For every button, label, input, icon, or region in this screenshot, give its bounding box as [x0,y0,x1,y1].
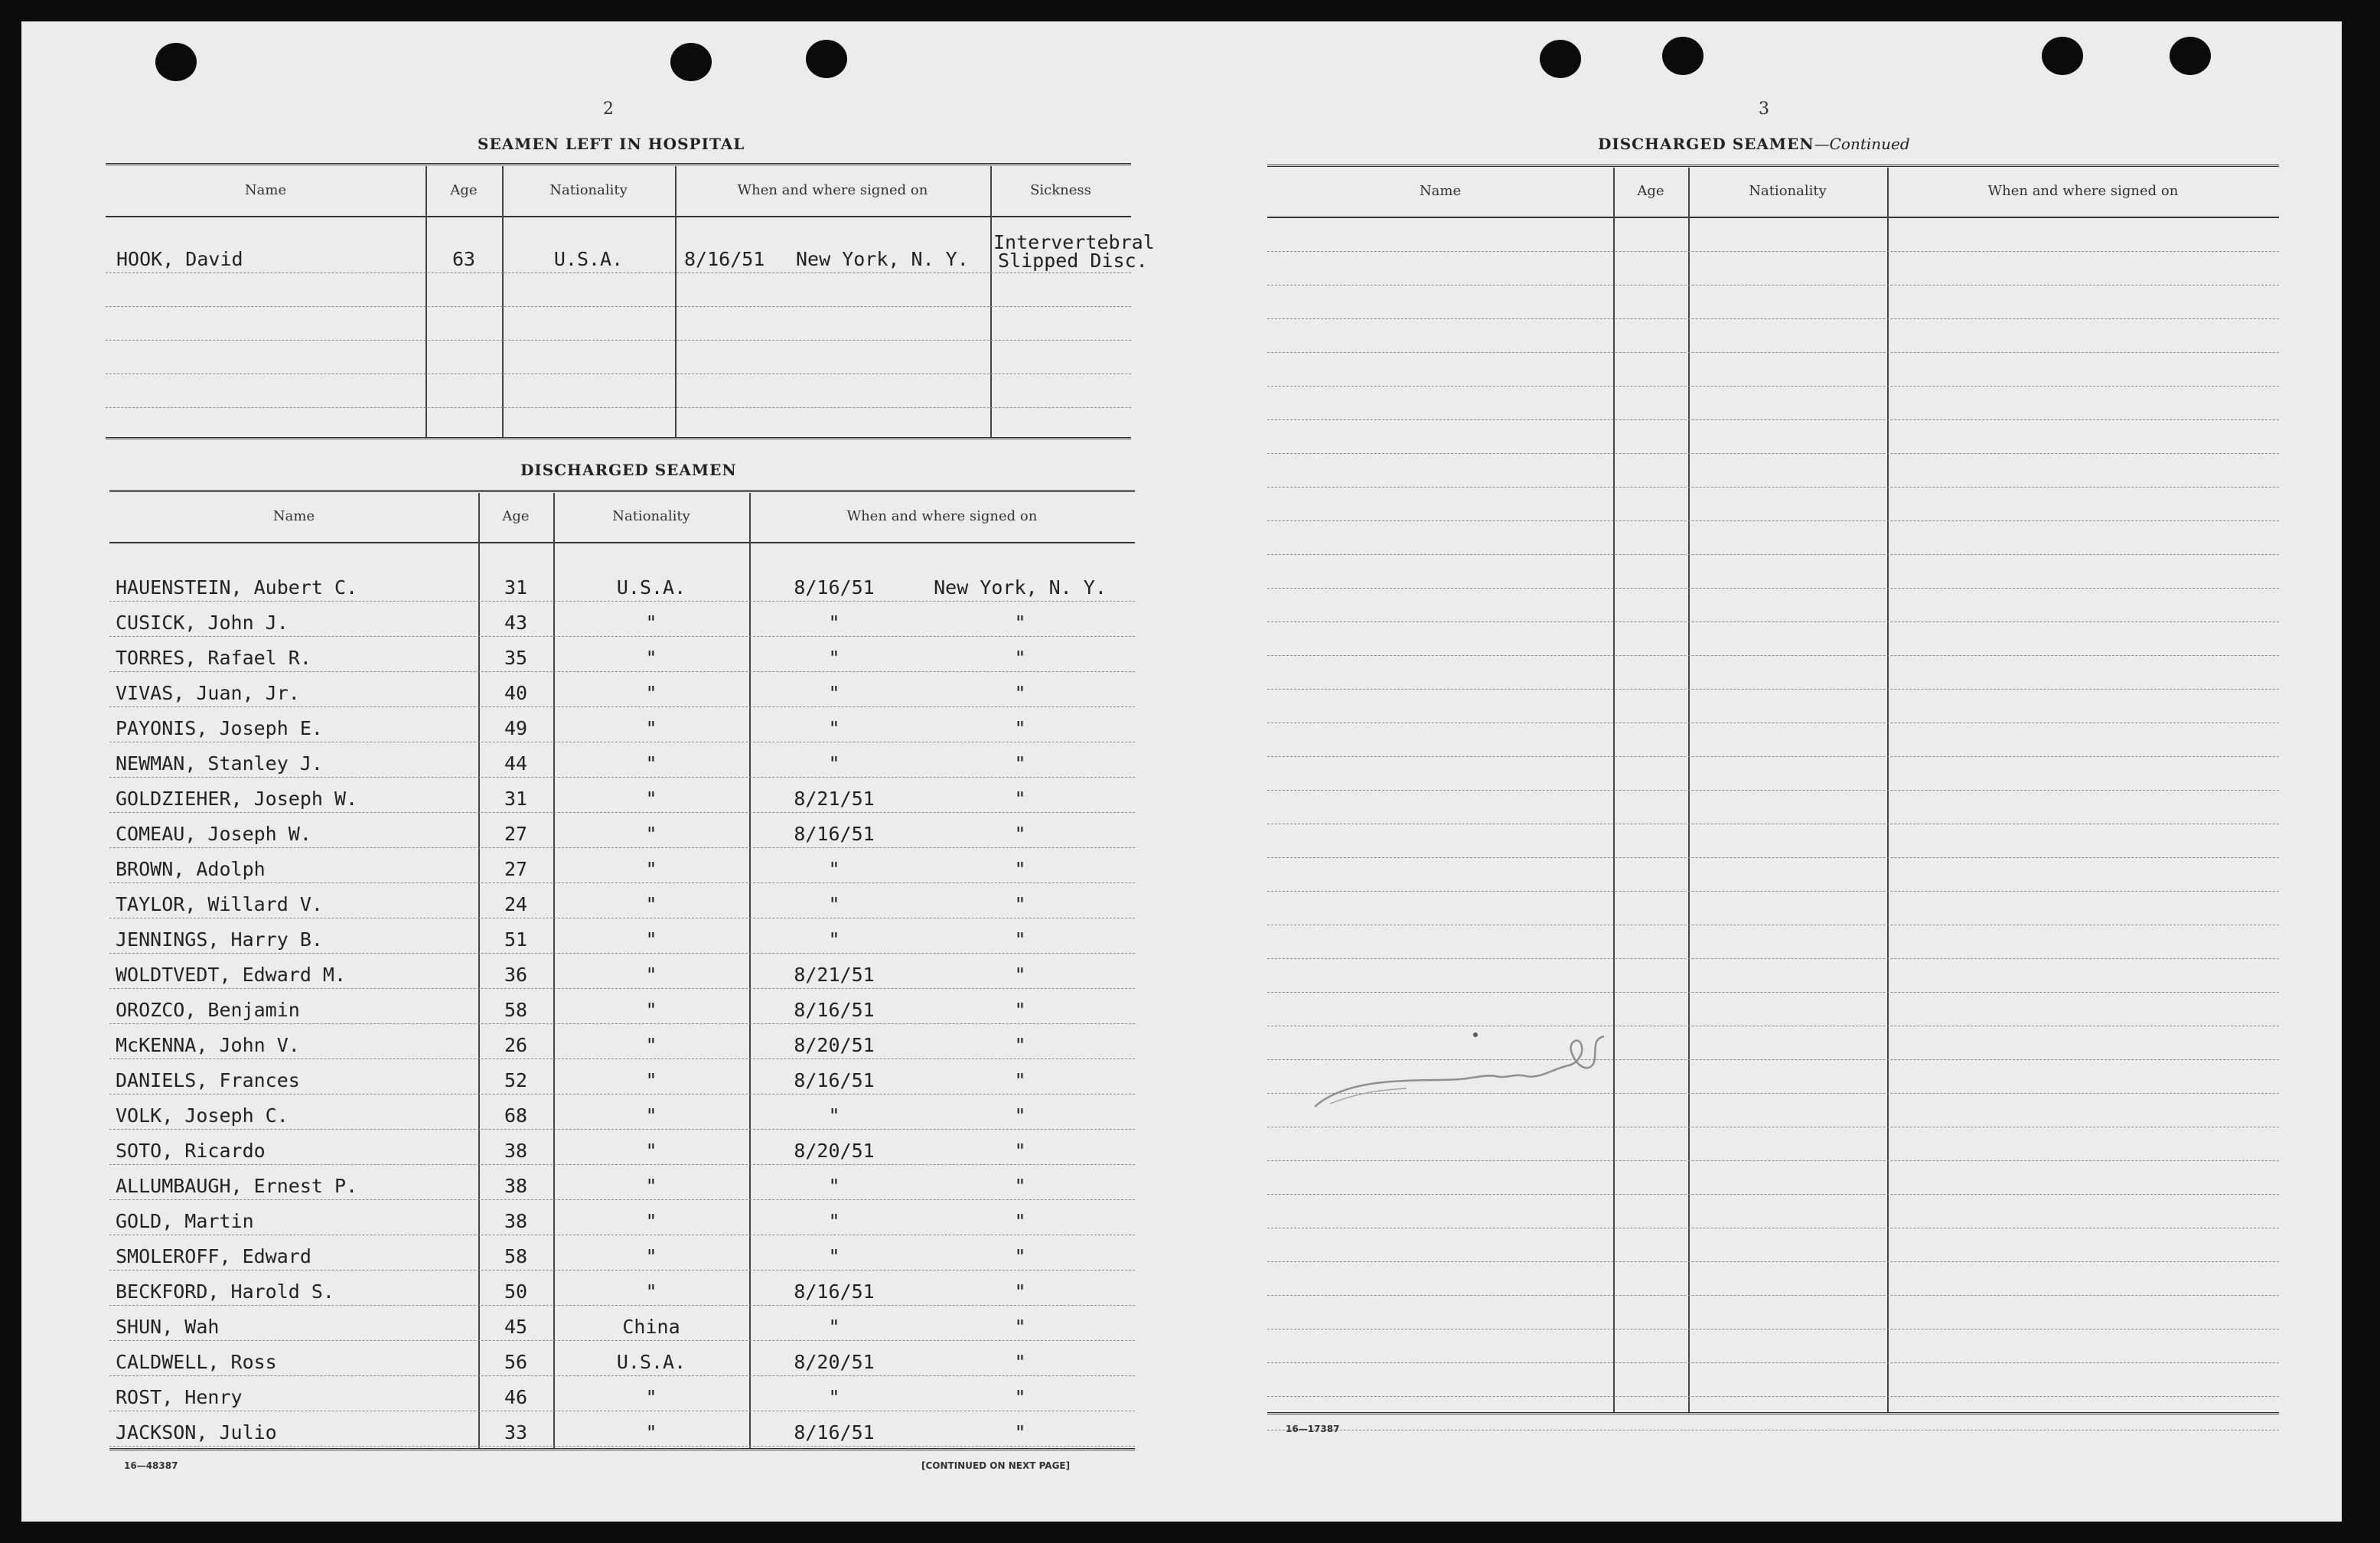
seaman-age: 38 [504,1140,528,1162]
blank-row [1267,488,2279,521]
signed-on-date: 8/20/51 [794,1351,875,1373]
blank-row [1267,925,2279,959]
seaman-age: 56 [504,1351,528,1373]
seaman-nationality: " [645,893,657,915]
signed-on-date: " [828,1175,840,1197]
signed-on-place: " [1014,999,1026,1021]
seaman-age: 35 [504,647,528,669]
seaman-nationality: " [645,1034,657,1056]
table-row [109,637,1135,672]
column-header-name: Name [1419,183,1462,199]
seaman-name: SMOLEROFF, Edward [116,1245,311,1267]
seaman-name: TORRES, Rafael R. [116,647,311,669]
seaman-nationality: " [645,1140,657,1162]
seaman-name: VOLK, Joseph C. [116,1104,289,1127]
signed-on-date: 8/16/51 [794,1069,875,1091]
blank-row [1267,757,2279,791]
signed-on-place: " [1014,682,1026,704]
blank-row [1267,892,2279,925]
page-number: 2 [603,99,614,119]
signed-on-date: " [828,1104,840,1127]
column-header-sickness: Sickness [1030,182,1091,198]
discharged-table [109,490,1135,1451]
table-row [109,813,1135,848]
signed-on-place: " [1014,1351,1026,1373]
signed-on-date: 8/16/51 [794,1421,875,1444]
seaman-nationality: China [622,1316,680,1338]
seaman-name: JACKSON, Julio [116,1421,277,1444]
seaman-nationality: " [645,752,657,775]
sickness-line-1: Intervertebral [993,231,1155,253]
seaman-nationality: " [645,1421,657,1444]
blank-row [1267,1195,2279,1228]
seaman-age: 50 [504,1280,528,1303]
binder-hole [2042,37,2083,75]
seaman-nationality: " [645,612,657,634]
signed-on-place: " [1014,893,1026,915]
signed-on-place: New York, N. Y. [796,248,969,270]
seaman-age: 44 [504,752,528,775]
blank-row [1267,690,2279,723]
table-row [109,848,1135,883]
column-header-age: Age [1637,183,1664,199]
seaman-nationality: " [645,1386,657,1408]
signed-on-place: " [1014,1175,1026,1197]
column-header-name: Name [244,182,287,198]
seaman-nationality: " [645,788,657,810]
seaman-name: DANIELS, Frances [116,1069,300,1091]
seaman-nationality: " [645,1175,657,1197]
seaman-age: 63 [452,248,476,270]
discharged-section-title: DISCHARGED SEAMEN [520,461,737,479]
table-row [106,341,1131,374]
signed-on-date: " [828,612,840,634]
signed-on-place: " [1014,823,1026,845]
signed-on-date: " [828,1316,840,1338]
seaman-name: HOOK, David [116,248,243,270]
signed-on-place: " [1014,964,1026,986]
seaman-age: 52 [504,1069,528,1091]
column-header-age: Age [450,182,478,198]
blank-row [1267,959,2279,993]
signed-on-date: 8/16/51 [794,1280,875,1303]
table-row [109,778,1135,813]
blank-row [1267,1329,2279,1363]
seaman-nationality: " [645,647,657,669]
seaman-age: 24 [504,893,528,915]
signed-on-date: 8/16/51 [794,999,875,1021]
seaman-nationality: " [645,858,657,880]
seaman-nationality: U.S.A. [553,248,624,270]
column-header-name: Name [272,508,315,524]
binder-hole [155,43,197,81]
blank-row [1267,252,2279,285]
signed-on-date: " [828,717,840,739]
seaman-age: 31 [504,788,528,810]
column-header-nationality: Nationality [549,182,628,198]
table-row [109,672,1135,707]
signed-on-date: 8/16/51 [794,823,875,845]
signed-on-place: " [1014,1069,1026,1091]
seaman-age: 26 [504,1034,528,1056]
column-header-signed-on: When and where signed on [737,182,928,198]
table-row [109,918,1135,954]
signed-on-date: " [828,1386,840,1408]
signed-on-date: 8/20/51 [794,1140,875,1162]
signed-on-place: " [1014,717,1026,739]
blank-row [1267,319,2279,353]
blank-row [1267,1296,2279,1329]
blank-row [1267,1127,2279,1161]
seaman-age: 49 [504,717,528,739]
signed-on-place: " [1014,1280,1026,1303]
table-row [109,1306,1135,1341]
signed-on-date: " [828,893,840,915]
discharged-continued-title [1598,135,1910,153]
signed-on-place: " [1014,612,1026,634]
column-header-nationality: Nationality [1749,183,1827,199]
table-row [109,954,1135,989]
signed-on-date: " [828,928,840,951]
table-row [109,1341,1135,1376]
blank-row [1267,521,2279,555]
seaman-nationality: " [645,682,657,704]
seaman-nationality: " [645,1210,657,1232]
seaman-nationality: " [645,1245,657,1267]
table-row [109,1411,1135,1447]
seaman-name: GOLDZIEHER, Joseph W. [116,788,358,810]
signed-on-place: " [1014,1140,1026,1162]
seaman-age: 33 [504,1421,528,1444]
blank-row [1267,1397,2279,1430]
seaman-name: TAYLOR, Willard V. [116,893,323,915]
seaman-nationality: " [645,928,657,951]
form-number: 16—17387 [1286,1424,1340,1434]
table-row [106,231,1155,273]
seaman-name: PAYONIS, Joseph E. [116,717,323,739]
seaman-name: GOLD, Martin [116,1210,254,1232]
blank-row [1267,622,2279,656]
signed-on-date: " [828,682,840,704]
blank-row [1267,858,2279,892]
binder-hole [670,43,712,81]
blank-row [1267,1363,2279,1397]
table-row [106,273,1131,307]
blank-row [1267,420,2279,454]
seaman-nationality: " [645,1069,657,1091]
blank-row [1267,791,2279,824]
seaman-age: 58 [504,999,528,1021]
signed-on-date: " [828,752,840,775]
seaman-name: WOLDTVEDT, Edward M. [116,964,347,986]
blank-row [1267,285,2279,319]
table-row [109,707,1135,742]
table-row [109,566,1135,602]
seaman-name: OROZCO, Benjamin [116,999,300,1021]
seaman-age: 27 [504,823,528,845]
seaman-age: 31 [504,576,528,599]
blank-row [1267,824,2279,858]
seaman-nationality: " [645,823,657,845]
blank-row [1267,589,2279,622]
binder-hole [1540,40,1581,78]
seaman-name: BROWN, Adolph [116,858,266,880]
form-number: 16—48387 [124,1460,178,1471]
signed-on-place: " [1014,1421,1026,1444]
seaman-age: 46 [504,1386,528,1408]
hospital-table [106,163,1155,440]
signed-on-place: " [1014,1386,1026,1408]
seaman-age: 40 [504,682,528,704]
signed-on-date: 8/16/51 [684,248,765,270]
binder-hole [2170,37,2211,75]
sickness-line-2: Slipped Disc. [998,250,1148,272]
seaman-nationality: " [645,964,657,986]
seaman-name: ROST, Henry [116,1386,243,1408]
seaman-name: SHUN, Wah [116,1316,220,1338]
column-header-signed-on: When and where signed on [1987,183,2179,199]
seaman-age: 58 [504,1245,528,1267]
table-row [109,1271,1135,1306]
seaman-name: COMEAU, Joseph W. [116,823,311,845]
blank-row [1267,353,2279,387]
title-main: DISCHARGED SEAMEN [1598,135,1814,153]
signed-on-date: " [828,1210,840,1232]
signed-on-place: " [1014,1034,1026,1056]
column-header-age: Age [502,508,530,524]
blank-row [1267,656,2279,690]
signed-on-date: 8/21/51 [794,788,875,810]
seaman-name: BECKFORD, Harold S. [116,1280,334,1303]
seaman-age: 36 [504,964,528,986]
page-number: 3 [1759,99,1769,119]
signed-on-place: " [1014,1104,1026,1127]
seaman-name: CALDWELL, Ross [116,1351,277,1373]
table-row [106,374,1131,408]
table-row [109,1165,1135,1200]
signed-on-date: " [828,1245,840,1267]
blank-row [1267,1262,2279,1296]
signed-on-place: " [1014,1210,1026,1232]
table-row [109,742,1135,778]
blank-row [1267,387,2279,420]
seaman-name: HAUENSTEIN, Aubert C. [116,576,358,599]
signed-on-place: " [1014,1245,1026,1267]
table-row [109,1130,1135,1165]
signed-on-date: 8/16/51 [794,576,875,599]
seaman-name: NEWMAN, Stanley J. [116,752,323,775]
document-sheet [21,21,2342,1522]
seaman-age: 51 [504,928,528,951]
signed-on-place: " [1014,752,1026,775]
seaman-nationality: " [645,999,657,1021]
discharged-continued-table [1267,165,2279,1429]
table-row [109,1235,1135,1271]
table-row [109,989,1135,1024]
table-row [109,602,1135,637]
seaman-age: 27 [504,858,528,880]
seaman-age: 68 [504,1104,528,1127]
signed-on-place: " [1014,647,1026,669]
column-header-signed-on: When and where signed on [846,508,1038,524]
table-row [109,1024,1135,1059]
blank-row [1267,1228,2279,1262]
signed-on-place: " [1014,1316,1026,1338]
blank-row [1267,1161,2279,1195]
table-row [109,1376,1135,1411]
blank-row [1267,555,2279,589]
signed-on-date: 8/21/51 [794,964,875,986]
table-row [109,1059,1135,1094]
blank-row [1267,454,2279,488]
table-row [109,1094,1135,1130]
signature-scrawl [1284,1009,1682,1124]
blank-row [1267,218,2279,252]
table-row [106,307,1131,341]
title-continued: —Continued [1814,135,1910,153]
binder-hole [1662,37,1703,75]
seaman-nationality: " [645,1104,657,1127]
hospital-section-title: SEAMEN LEFT IN HOSPITAL [478,135,745,153]
signed-on-place: " [1014,928,1026,951]
seaman-nationality: " [645,717,657,739]
continued-note: [CONTINUED ON NEXT PAGE] [921,1460,1071,1471]
seaman-name: SOTO, Ricardo [116,1140,266,1162]
seaman-nationality: U.S.A. [616,576,686,599]
signed-on-place: " [1014,858,1026,880]
column-header-nationality: Nationality [612,508,690,524]
table-row [109,883,1135,918]
seaman-nationality: U.S.A. [616,1351,686,1373]
signed-on-date: 8/20/51 [794,1034,875,1056]
seaman-age: 43 [504,612,528,634]
seaman-name: McKENNA, John V. [116,1034,300,1056]
seaman-age: 38 [504,1175,528,1197]
seaman-age: 45 [504,1316,528,1338]
seaman-name: CUSICK, John J. [116,612,289,634]
seaman-name: VIVAS, Juan, Jr. [116,682,300,704]
seaman-name: ALLUMBAUGH, Ernest P. [116,1175,358,1197]
signed-on-place: New York, N. Y. [934,576,1107,599]
signed-on-place: " [1014,788,1026,810]
seaman-name: JENNINGS, Harry B. [116,928,323,951]
seaman-nationality: " [645,1280,657,1303]
signed-on-date: " [828,858,840,880]
seaman-age: 38 [504,1210,528,1232]
binder-hole [806,40,847,78]
table-row [109,1200,1135,1235]
signed-on-date: " [828,647,840,669]
blank-row [1267,723,2279,757]
